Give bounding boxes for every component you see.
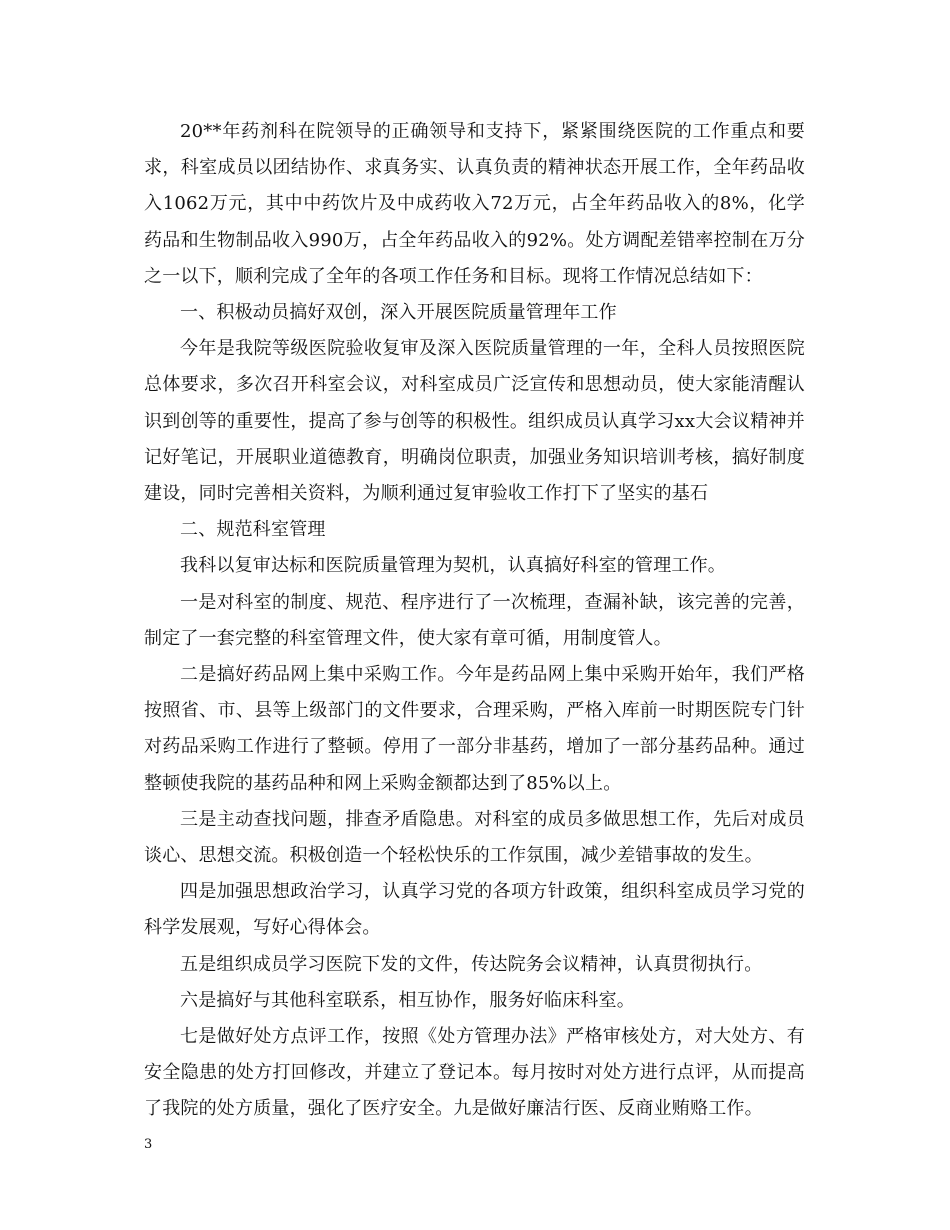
item-3-paragraph: 三是主动查找问题，排查矛盾隐患。对科室的成员多做思想工作，先后对成员谈心、思想交流。积极创造一个轻松快乐的工作氛围，减少差错事故的发生。 [144, 808, 805, 867]
item-1-paragraph: 一是对科室的制度、规范、程序进行了一次梳理，查漏补缺，该完善的完善，制定了一套完整的科室管理文件，使大家有章可循，用制度管人。 [144, 591, 805, 649]
item-4-paragraph: 四是加强思想政治学习，认真学习党的各项方针政策，组织科室成员学习党的科学发展观，写好心得体会。 [144, 881, 805, 939]
section-1-paragraph: 今年是我院等级医院验收复审及深入医院质量管理的一年，全科人员按照医院总体要求，多次召开科室会议，对科室成员广泛宣传和思想动员，使大家能清醒认识到创等的重要性，提高了参与创等的积极性。组织成员认真学习xx大会议精神并记好笔记，开展职业道德教育，明确岗位职责，加强业务知识培训考核，搞好制度建设，同时完善相关资料，为顺利通过复审验收工作打下了坚实的基石 [144, 338, 805, 505]
item-6-paragraph: 六是搞好与其他科室联系，相互协作，服务好临床科室。 [180, 989, 635, 1011]
item-5-paragraph: 五是组织成员学习医院下发的文件，传达院务会议精神，认真贯彻执行。 [180, 953, 763, 975]
section-heading-1: 一、积极动员搞好双创，深入开展医院质量管理年工作 [180, 302, 617, 324]
item-7-paragraph: 七是做好处方点评工作，按照《处方管理办法》严格审核处方，对大处方、有安全隐患的处方打回修改，并建立了登记本。每月按时对处方进行点评，从而提高了我院的处方质量，强化了医疗安全。九是做好廉洁行医、反商业贿赂工作。 [144, 1026, 805, 1120]
page-number: 3 [144, 1137, 153, 1152]
intro-paragraph: 20**年药剂科在院领导的正确领导和支持下，紧紧围绕医院的工作重点和要求，科室成员以团结协作、求真务实、认真负责的精神状态开展工作，全年药品收入1062万元，其中中药饮片及中成药收入72万元，占全年药品收入的8%，化学药品和生物制品收入990万，占全年药品收入的92%。处方调配差错率控制在万分之一以下，顺利完成了全年的各项工作任务和目标。现将工作情况总结如下： [144, 121, 805, 287]
section-2-intro-paragraph: 我科以复审达标和医院质量管理为契机，认真搞好科室的管理工作。 [180, 555, 726, 577]
document-body [144, 114, 805, 1128]
section-heading-2: 二、规范科室管理 [180, 519, 326, 541]
item-2-paragraph: 二是搞好药品网上集中采购工作。今年是药品网上集中采购开始年，我们严格按照省、市、县等上级部门的文件要求，合理采购，严格入库前一时期医院专门针对药品采购工作进行了整顿。停用了一部分非基药，增加了一部分基药品种。通过整顿使我院的基药品种和网上采购金额都达到了85%以上。 [144, 664, 805, 794]
